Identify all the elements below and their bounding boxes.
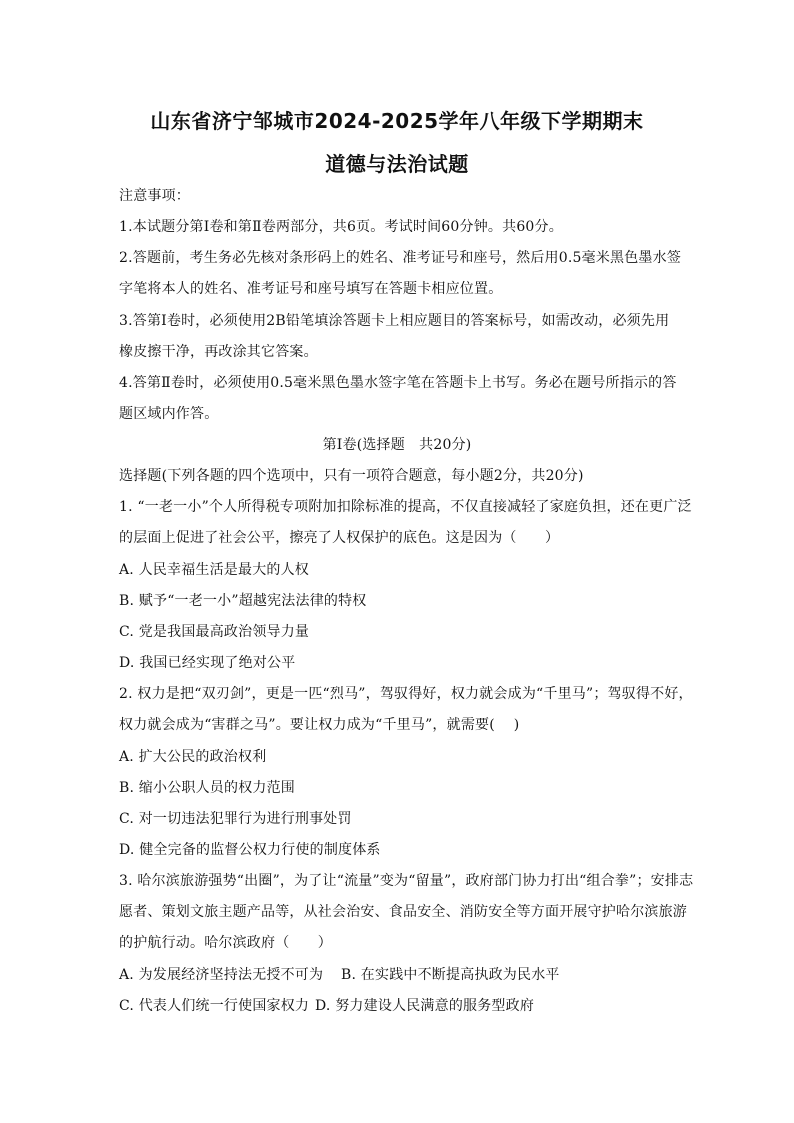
q1-option-c: C. 党是我国最高政治领导力量 <box>119 624 310 640</box>
notice-item-4-line-2: 题区域内作答。 <box>119 406 219 422</box>
notice-item-2-line-2: 字笔将本人的姓名、准考证号和座号填写在答题卡相应位置。 <box>119 281 503 297</box>
q3-options-row-2 <box>119 997 534 1015</box>
q3-option-b: B. 在实践中不断提高执政为民水平 <box>341 967 560 983</box>
notice-heading: 注意事项： <box>119 188 190 204</box>
q2-stem-line-2: 权力就会成为“害群之马”。要让权力成为“千里马”，就需要( ) <box>119 717 520 733</box>
q3-option-d: D. 努力建设人民满意的服务型政府 <box>315 998 535 1014</box>
q2-option-c: C. 对一切违法犯罪行为进行刑事处罚 <box>119 811 352 827</box>
exam-title: 山东省济宁邹城市2024-2025学年八年级下学期期末 <box>150 109 644 133</box>
notice-item-3-line-2: 橡皮擦干净，再改涂其它答案。 <box>119 344 318 360</box>
q3-option-a: A. 为发展经济坚持法无授不可为 <box>119 967 324 983</box>
q1-option-b: B. 赋予“一老一小”超越宪法法律的特权 <box>119 593 367 609</box>
q1-option-a: A. 人民幸福生活是最大的人权 <box>119 562 310 578</box>
section-heading: 第Ⅰ卷(选择题 共20分) <box>322 437 472 453</box>
notice-item-3-line-1: 3.答第Ⅰ卷时，必须使用2B铅笔填涂答题卡上相应题目的答案标号，如需改动，必须先用 <box>119 313 670 329</box>
q3-stem-line-2: 愿者、策划文旅主题产品等，从社会治安、食品安全、消防安全等方面开展守护哈尔滨旅游 <box>119 904 687 920</box>
notice-item-2-line-1: 2.答题前，考生务必先核对条形码上的姓名、准考证号和座号，然后用0.5毫米黑色墨水签 <box>119 250 682 266</box>
section-instruction: 选择题(下列各题的四个选项中，只有一项符合题意，每小题2分，共20分) <box>119 468 584 484</box>
q3-stem-line-1: 3. 哈尔滨旅游强势“出圈”，为了让“流量”变为“留量”，政府部门协力打出“组合拳”；安排志 <box>119 873 694 889</box>
exam-subtitle: 道德与法治试题 <box>325 152 469 176</box>
q2-option-b: B. 缩小公职人员的权力范围 <box>119 780 295 796</box>
q2-option-d: D. 健全完备的监督公权力行使的制度体系 <box>119 842 381 858</box>
q3-options-row-1 <box>119 966 560 984</box>
q2-option-a: A. 扩大公民的政治权利 <box>119 749 267 765</box>
q2-stem-line-1: 2. 权力是把“双刃剑”，更是一匹“烈马”，驾驭得好，权力就会成为“千里马”；驾驭得不好， <box>119 686 693 702</box>
q3-stem-line-3: 的护航行动。哈尔滨政府（ ） <box>119 935 332 951</box>
q1-stem-line-2: 的层面上促进了社会公平，擦亮了人权保护的底色。这是因为（ ） <box>119 530 560 546</box>
q1-stem-line-1: 1. “一老一小”个人所得税专项附加扣除标准的提高，不仅直接减轻了家庭负担，还在更广泛 <box>119 499 692 515</box>
notice-item-1: 1.本试题分第Ⅰ卷和第Ⅱ卷两部分，共6页。考试时间60分钟。共60分。 <box>119 219 563 235</box>
q3-option-c: C. 代表人们统一行使国家权力 <box>119 998 310 1014</box>
notice-item-4-line-1: 4.答第Ⅱ卷时，必须使用0.5毫米黑色墨水签字笔在答题卡上书写。务必在题号所指示的答 <box>119 375 677 391</box>
q1-option-d: D. 我国已经实现了绝对公平 <box>119 655 296 671</box>
